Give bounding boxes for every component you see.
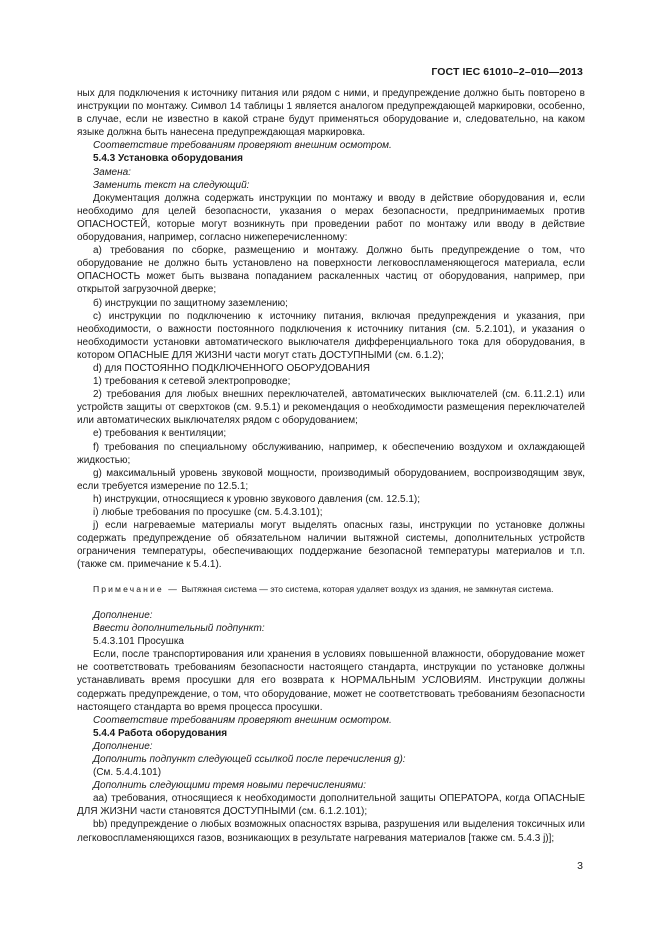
compliance-check-2: Соответствие требованиям проверяют внешним осмотром. xyxy=(93,714,392,726)
section-5-4-3-101-text: Если, после транспортирования или хранения в условиях повышенной влажности, оборудование может не соответствовать требованиям безопасности настоящего стандарта, инструкции по установке должны устанавливать время просушки для его возврата к НОРМАЛЬНЫМ УСЛОВИЯМ. Инструкции должны содержать предупреждение, о том, что оборудование, может не соответствовать требованиям безопасности настоящего стандарта во время процесса просушки. xyxy=(77,649,585,713)
list-item-a: а) требования по сборке, размещению и монтажу. Должно быть предупреждение о том, что оборудование не должно быть установлено на поверхности легковоспламеняющегося материала, если ОПАСНОСТЬ может быть вызвана попаданием раскаленных частиц от оборудования, например, при открытой загрузочной дверке; xyxy=(77,245,585,296)
list-item-bb: bb) предупреждение о любых возможных опасностях взрыва, разрушения или выделения токсичных или легковоспламеняющихся газов, возникающих в результате нагревания материалов [также см. 5.4.3 j)]; xyxy=(77,819,585,844)
note-label: Примечание — xyxy=(93,584,179,595)
standard-header: ГОСТ IEC 61010–2–010—2013 xyxy=(431,66,583,78)
list-item-c: с) инструкции по подключению к источнику питания, включая предупреждения и указания, при необходимости, о важности постоянного подключения к источнику питания (см. 5.2.101), и указания о необходимости установки автоматического выключателя дифференциального тока для оборудования, в котором ОПАСНЫЕ ДЛЯ ЖИЗНИ части могут стать ДОСТУПНЫМИ (см. 6.1.2); xyxy=(77,310,585,361)
addition-instruction-3: Дополнить следующими тремя новыми перечислениями: xyxy=(93,780,367,792)
section-5-4-3-title: 5.4.3 Установка оборудования xyxy=(93,153,244,165)
list-item-f: f) требования по специальному обслуживанию, например, к обеспечению воздухом и охлаждающей жидкостью; xyxy=(77,441,585,466)
list-item-aa: аа) требования, относящиеся к необходимости дополнительной защиты ОПЕРАТОРА, когда ОПАСНЫЕ ДЛЯ ЖИЗНИ части становятся ДОСТУПНЫМИ (см. 6.1.2.101); xyxy=(77,793,585,818)
section-5-4-3-101-title: 5.4.3.101 Просушка xyxy=(93,636,184,648)
list-item-h: h) инструкции, относящиеся к уровню звукового давления (см. 12.5.1); xyxy=(93,493,421,505)
paragraph-continuation: ных для подключения к источнику питания или рядом с ними, и предупреждение должно быть повторено в инструкции по монтажу. Символ 14 таблицы 1 является аналогом предупреждающей маркировки, особенно, в случае, если не известно в какой стране будут применяться оборудование и, следовательно, на каком языке должна быть нанесена предупреждающая маркировка. xyxy=(77,88,585,139)
page-number: 3 xyxy=(577,860,583,872)
addition-instruction: Ввести дополнительный подпункт: xyxy=(93,623,265,635)
compliance-check: Соответствие требованиям проверяют внешним осмотром. xyxy=(93,140,392,152)
list-item-g: g) максимальный уровень звуковой мощности, производимый оборудованием, воспроизводящим звук, если требуется измерение по 12.5.1; xyxy=(77,467,585,492)
list-item-d1: 1) требования к сетевой электропроводке; xyxy=(93,376,291,388)
list-item-i: i) любые требования по просушке (см. 5.4.3.101); xyxy=(93,507,323,518)
section-5-4-3-intro: Документация должна содержать инструкции по монтажу и вводу в действие оборудования и, если необходимо для целей безопасности, указания о мерах безопасности, предпринимаемых против ОПАСНОСТЕЙ, которые могут возникнуть при проведении работ по монтажу или вводу в действие оборудования, например, согласно нижеперечисленному: xyxy=(77,192,585,244)
list-item-j: j) если нагреваемые материалы могут выделять опасных газы, инструкции по установке должны содержать предупреждение об обязательном наличии вытяжной системы, дополнительных устройств ограничения температуры, обеспечивающих поддержание безопасной температуры материалов и т.п. (также см. примечание к 5.4.1). xyxy=(77,520,585,571)
list-item-e: е) требования к вентиляции; xyxy=(93,428,227,440)
section-5-4-4-title: 5.4.4 Работа оборудования xyxy=(93,727,228,739)
addition-label-2: Дополнение: xyxy=(93,740,153,752)
replacement-label: Замена: xyxy=(93,166,131,178)
reference-5-4-4-101: (См. 5.4.4.101) xyxy=(93,767,162,779)
addition-instruction-2: Дополнить подпункт следующей ссылкой после перечисления g): xyxy=(93,754,406,765)
list-item-d2: 2) требования для любых внешних переключателей, автоматических выключателей (см. 6.11.2.1) или устройств защиты от сверхтоков (см. 9.5.1) и рекомендация о необходимости размещения переключателей или автоматических выключателях рядом с оборудованием; xyxy=(77,389,585,427)
document-body xyxy=(77,87,585,845)
addition-label: Дополнение: xyxy=(93,609,153,621)
note xyxy=(77,584,585,596)
list-item-d: d) для ПОСТОЯННО ПОДКЛЮЧЕННОГО ОБОРУДОВАНИЯ xyxy=(93,362,371,374)
list-item-b: б) инструкции по защитному заземлению; xyxy=(93,297,288,309)
note-text: Вытяжная система — это система, которая удаляет воздух из здания, не замкнутая система. xyxy=(181,584,554,595)
replacement-instruction: Заменить текст на следующий: xyxy=(93,179,250,191)
